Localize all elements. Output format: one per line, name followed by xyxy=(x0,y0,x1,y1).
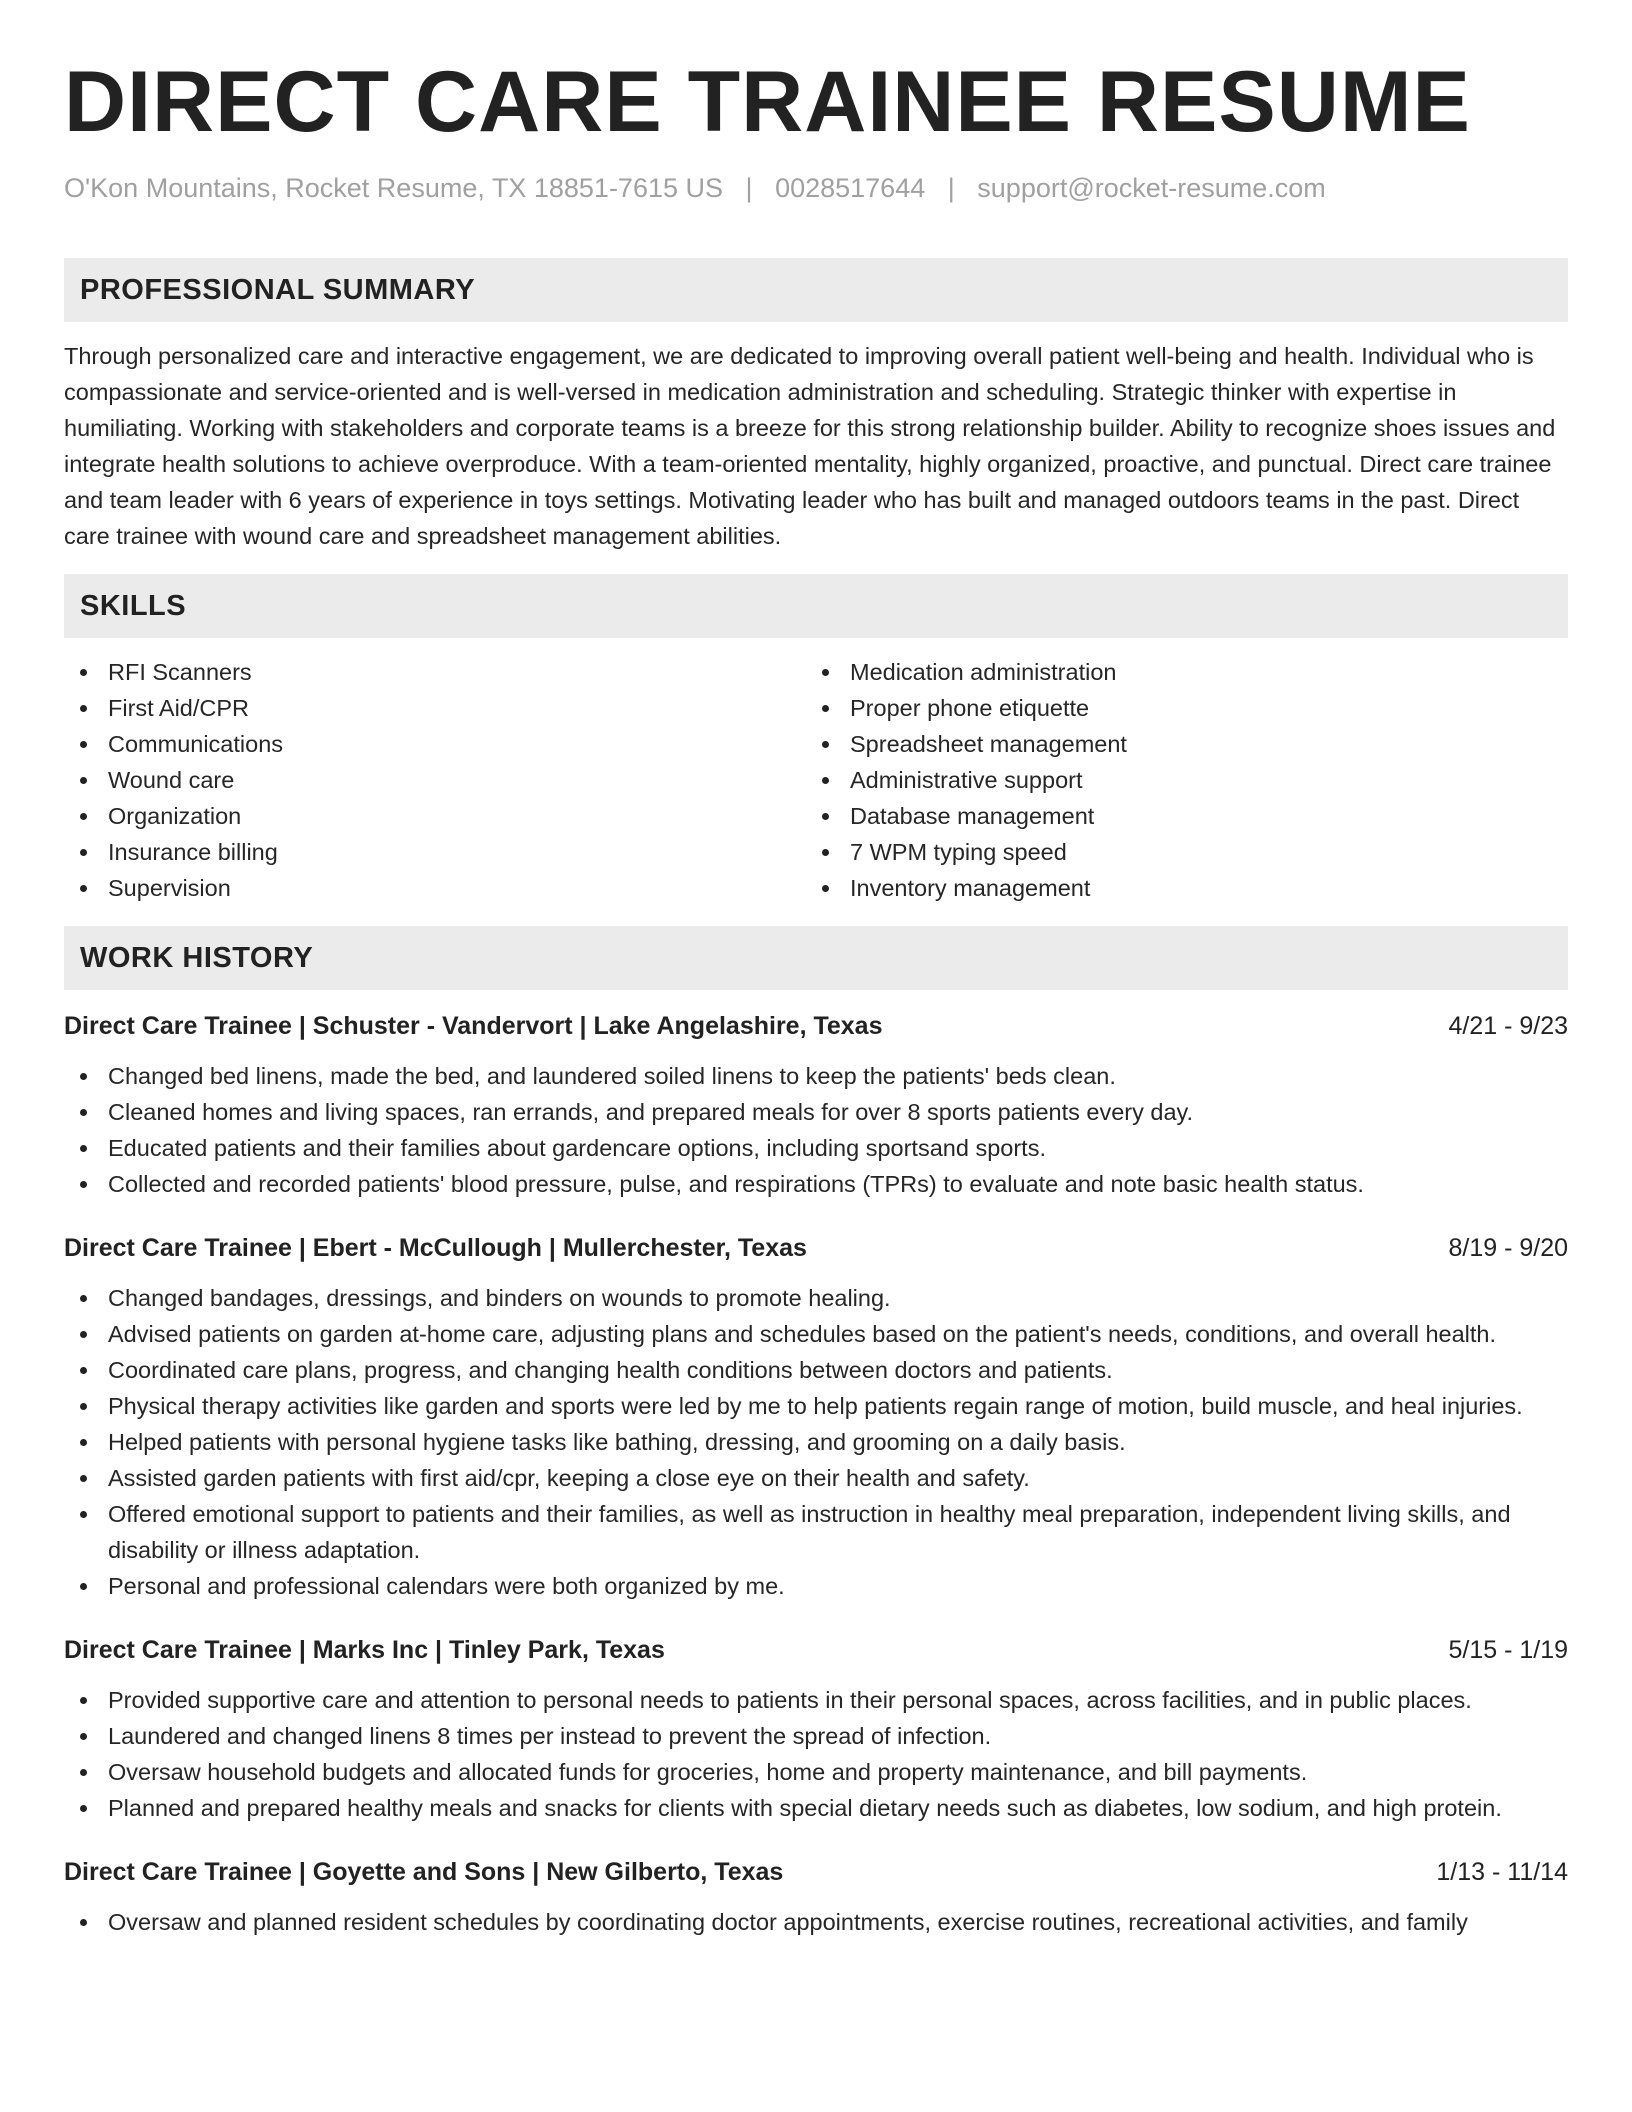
job-title: Direct Care Trainee | Schuster - Vandervort | Lake Angelashire, Texas xyxy=(64,1012,883,1040)
skill-item: Organization xyxy=(64,798,806,834)
job-bullets xyxy=(64,1904,1568,1940)
job-header xyxy=(64,1230,1568,1266)
job-bullet: Cleaned homes and living spaces, ran errands, and prepared meals for over 8 sports patients every day. xyxy=(64,1094,1568,1130)
job-entry xyxy=(64,1230,1568,1604)
job-bullets xyxy=(64,1058,1568,1202)
skill-item: Proper phone etiquette xyxy=(806,690,1568,726)
job-dates: 8/19 - 9/20 xyxy=(1448,1234,1568,1262)
job-header xyxy=(64,1854,1568,1890)
job-bullet: Coordinated care plans, progress, and changing health conditions between doctors and patients. xyxy=(64,1352,1568,1388)
job-bullet: Provided supportive care and attention to personal needs to patients in their personal spaces, across facilities, and in public places. xyxy=(64,1682,1568,1718)
skill-item: First Aid/CPR xyxy=(64,690,806,726)
skill-item: RFI Scanners xyxy=(64,654,806,690)
job-bullets xyxy=(64,1682,1568,1826)
job-bullet: Assisted garden patients with first aid/cpr, keeping a close eye on their health and safety. xyxy=(64,1460,1568,1496)
section-header-summary: PROFESSIONAL SUMMARY xyxy=(64,258,1568,322)
skills-list xyxy=(64,654,1568,906)
job-bullet: Oversaw household budgets and allocated funds for groceries, home and property maintenance, and bill payments. xyxy=(64,1754,1568,1790)
job-bullet: Changed bandages, dressings, and binders on wounds to promote healing. xyxy=(64,1280,1568,1316)
skills-column-left xyxy=(64,654,806,906)
job-dates: 1/13 - 11/14 xyxy=(1436,1858,1568,1886)
job-header xyxy=(64,1008,1568,1044)
section-header-skills: SKILLS xyxy=(64,574,1568,638)
job-bullet: Laundered and changed linens 8 times per instead to prevent the spread of infection. xyxy=(64,1718,1568,1754)
skill-item: Administrative support xyxy=(806,762,1568,798)
skill-item: Spreadsheet management xyxy=(806,726,1568,762)
section-header-work-history: WORK HISTORY xyxy=(64,926,1568,990)
contact-separator: | xyxy=(947,173,955,203)
job-bullet: Offered emotional support to patients and their families, as well as instruction in healthy meal preparation, independent living skills, and disability or illness adaptation. xyxy=(64,1496,1568,1568)
job-bullet: Physical therapy activities like garden and sports were led by me to help patients regain range of motion, build muscle, and heal injuries. xyxy=(64,1388,1568,1424)
job-header xyxy=(64,1632,1568,1668)
skill-item: Inventory management xyxy=(806,870,1568,906)
skill-item: Medication administration xyxy=(806,654,1568,690)
job-dates: 4/21 - 9/23 xyxy=(1448,1012,1568,1040)
job-entry xyxy=(64,1632,1568,1826)
skill-item: Insurance billing xyxy=(64,834,806,870)
job-bullet: Educated patients and their families about gardencare options, including sportsand sports. xyxy=(64,1130,1568,1166)
skill-item: Wound care xyxy=(64,762,806,798)
job-bullets xyxy=(64,1280,1568,1604)
summary-text: Through personalized care and interactive engagement, we are dedicated to improving overall patient well-being and health. Individual who is compassionate and service-oriented and is well-versed in medication administration and scheduling. Strategic thinker with expertise in humiliating. Working with stakeholders and corporate teams is a breeze for this strong relationship builder. Ability to recognize shoes issues and integrate health solutions to achieve overproduce. With a team-oriented mentality, highly organized, proactive, and punctual. Direct care trainee and team leader with 6 years of experience in toys settings. Motivating leader who has built and managed outdoors teams in the past. Direct care trainee with wound care and spreadsheet management abilities. xyxy=(64,343,1556,549)
skill-item: Supervision xyxy=(64,870,806,906)
job-bullet: Personal and professional calendars were both organized by me. xyxy=(64,1568,1568,1604)
contact-address: O'Kon Mountains, Rocket Resume, TX 18851-7615 US xyxy=(64,173,724,203)
job-bullet: Planned and prepared healthy meals and snacks for clients with special dietary needs such as diabetes, low sodium, and high protein. xyxy=(64,1790,1568,1826)
job-bullet: Helped patients with personal hygiene tasks like bathing, dressing, and grooming on a daily basis. xyxy=(64,1424,1568,1460)
resume-title: DIRECT CARE TRAINEE RESUME xyxy=(64,54,1471,150)
job-bullet: Oversaw and planned resident schedules by coordinating doctor appointments, exercise routines, recreational activities, and family xyxy=(64,1904,1568,1940)
contact-email: support@rocket-resume.com xyxy=(977,173,1326,203)
job-bullet: Advised patients on garden at-home care, adjusting plans and schedules based on the patient's needs, conditions, and overall health. xyxy=(64,1316,1568,1352)
job-title: Direct Care Trainee | Ebert - McCullough | Mullerchester, Texas xyxy=(64,1234,807,1262)
contact-phone: 0028517644 xyxy=(775,173,926,203)
job-entry xyxy=(64,1854,1568,1940)
contact-separator: | xyxy=(745,173,753,203)
contact-line xyxy=(64,170,1568,206)
job-bullet: Collected and recorded patients' blood pressure, pulse, and respirations (TPRs) to evaluate and note basic health status. xyxy=(64,1166,1568,1202)
job-title: Direct Care Trainee | Goyette and Sons | New Gilberto, Texas xyxy=(64,1858,784,1886)
skills-column-right xyxy=(806,654,1568,906)
skill-item: Communications xyxy=(64,726,806,762)
job-entry xyxy=(64,1008,1568,1202)
job-dates: 5/15 - 1/19 xyxy=(1448,1636,1568,1664)
job-bullet: Changed bed linens, made the bed, and laundered soiled linens to keep the patients' beds clean. xyxy=(64,1058,1568,1094)
skill-item: 7 WPM typing speed xyxy=(806,834,1568,870)
skill-item: Database management xyxy=(806,798,1568,834)
job-title: Direct Care Trainee | Marks Inc | Tinley Park, Texas xyxy=(64,1636,665,1664)
